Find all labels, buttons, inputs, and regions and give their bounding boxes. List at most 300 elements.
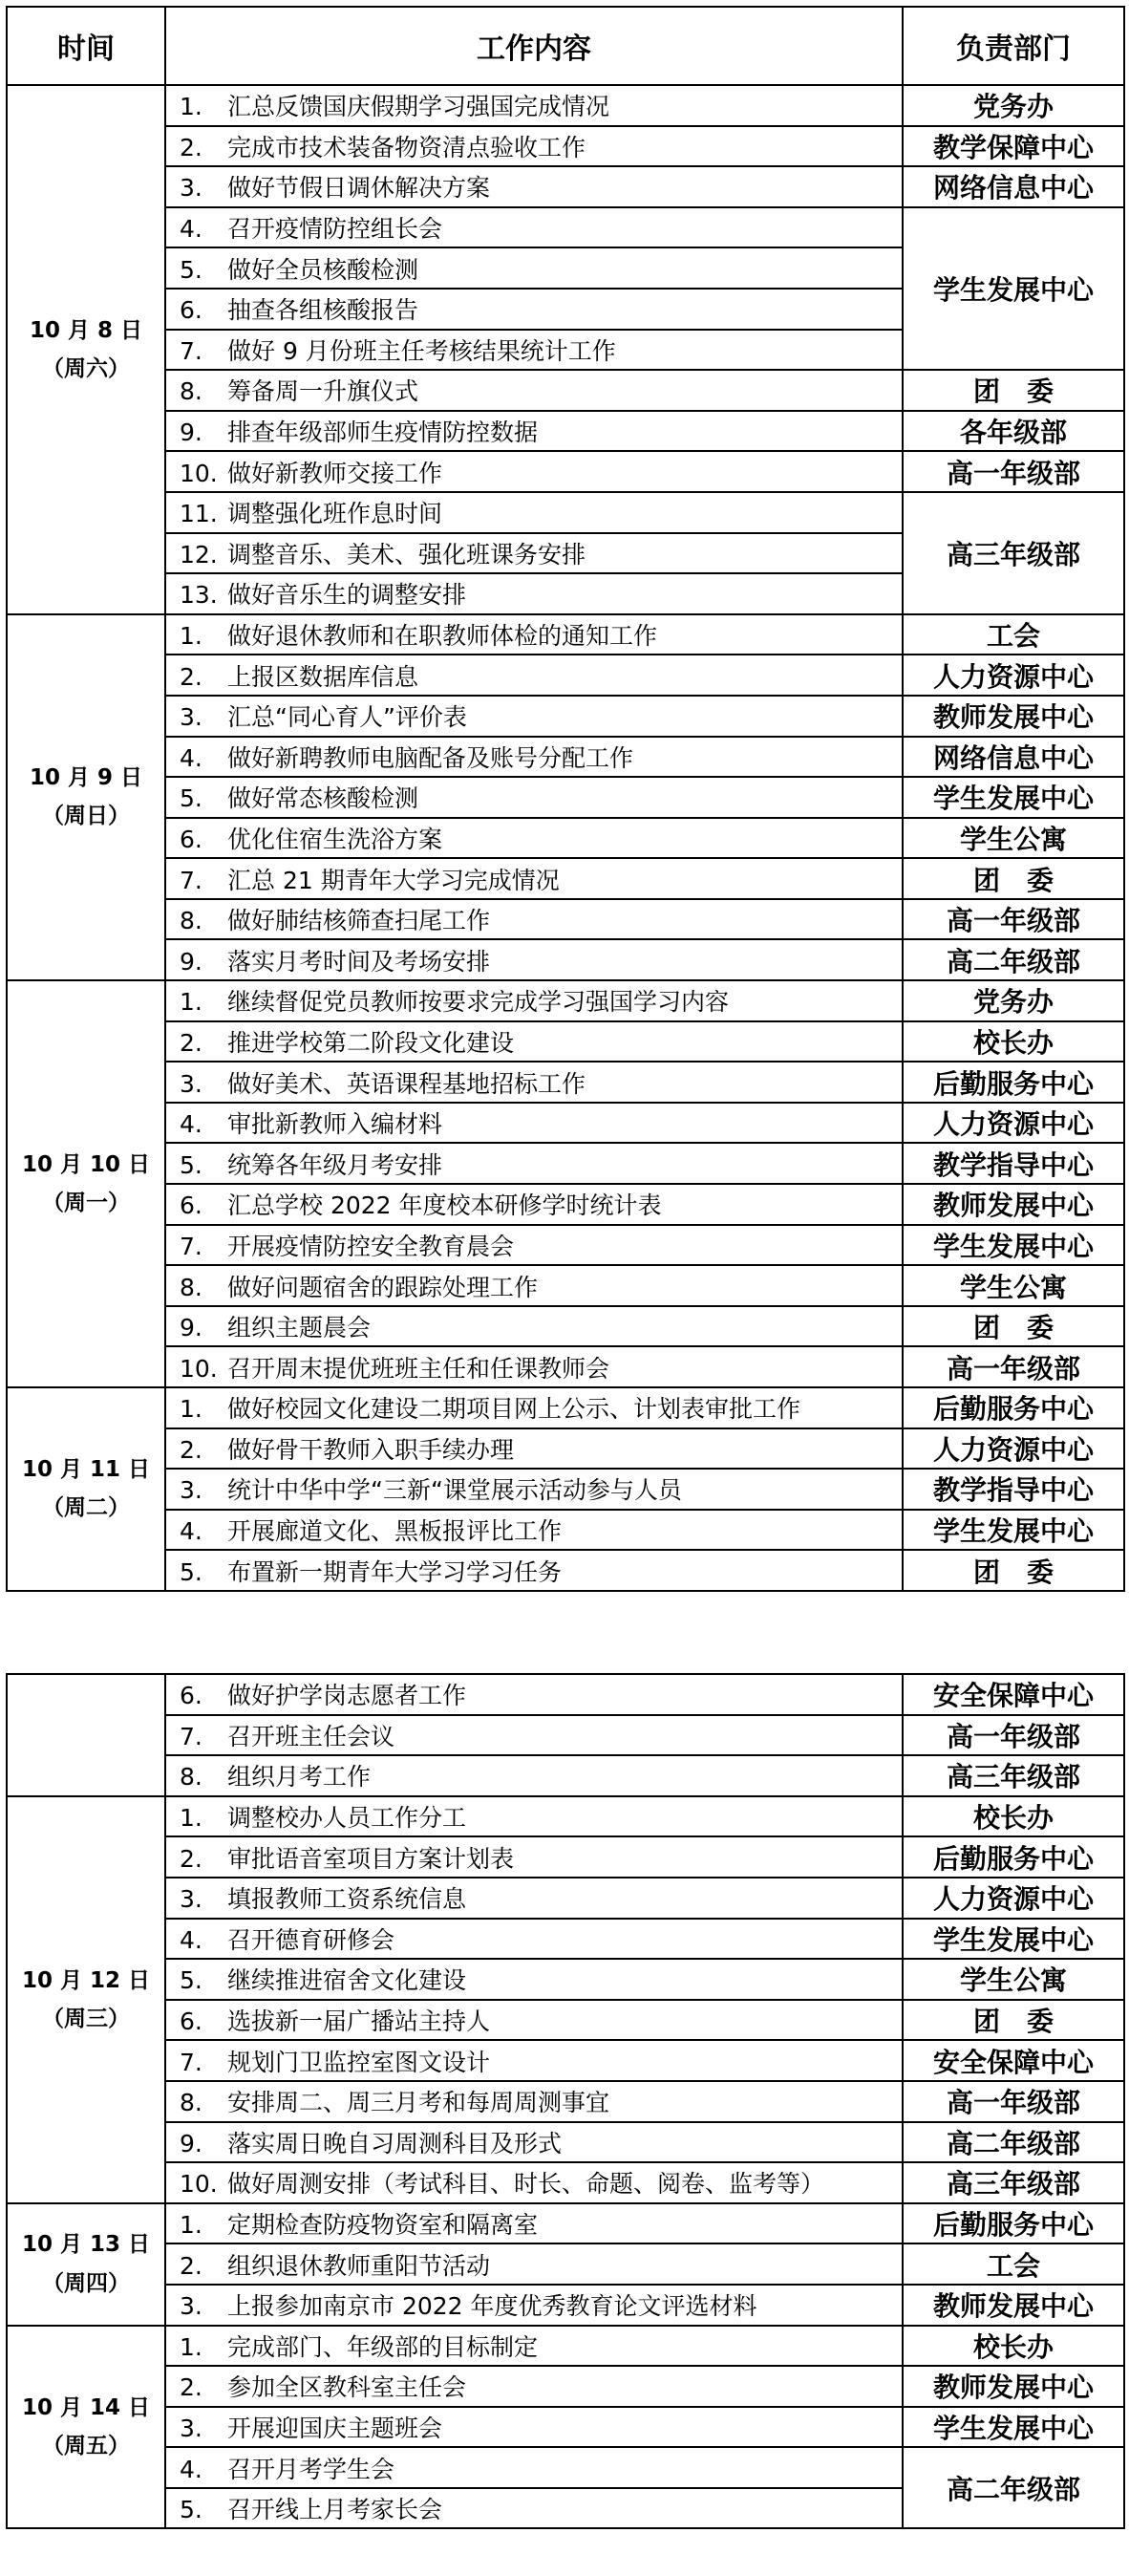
day-weekday: （周六） bbox=[42, 355, 130, 381]
task-cell bbox=[165, 858, 903, 899]
dept-cell: 校长办 bbox=[903, 2326, 1124, 2367]
day-cell-continued bbox=[7, 1674, 165, 1796]
task-cell bbox=[165, 370, 903, 411]
day-cell bbox=[7, 1796, 165, 2203]
task-text: 召开线上月考家长会 bbox=[227, 2496, 443, 2524]
task-number: 6. bbox=[180, 1682, 202, 1710]
task-number: 4. bbox=[180, 743, 202, 772]
table-row bbox=[7, 939, 1124, 980]
task-text: 落实月考时间及考场安排 bbox=[227, 947, 491, 976]
task-text: 组织退休教师重阳节活动 bbox=[227, 2251, 491, 2280]
task-cell bbox=[165, 1346, 903, 1387]
header-dept: 负责部门 bbox=[903, 7, 1124, 85]
task-cell bbox=[165, 2243, 903, 2285]
task-text: 选拔新一届广播站主持人 bbox=[227, 2007, 491, 2036]
task-number: 6. bbox=[180, 825, 202, 853]
task-text: 开展廊道文化、黑板报评比工作 bbox=[227, 1517, 563, 1546]
task-number: 8. bbox=[180, 907, 202, 935]
task-text: 定期检查防疫物资室和隔离室 bbox=[227, 2211, 539, 2240]
table-row bbox=[7, 696, 1124, 737]
dept-cell: 各年级部 bbox=[903, 411, 1124, 452]
dept-cell: 人力资源中心 bbox=[903, 1103, 1124, 1144]
table-row bbox=[7, 1062, 1124, 1103]
task-number: 2. bbox=[180, 1435, 202, 1464]
task-text: 做好新聘教师电脑配备及账号分配工作 bbox=[227, 743, 634, 772]
dept-cell: 学生发展中心 bbox=[903, 207, 1124, 370]
table-row bbox=[7, 85, 1124, 126]
task-cell bbox=[165, 2488, 903, 2529]
task-text: 组织主题晨会 bbox=[227, 1314, 372, 1342]
task-number: 8. bbox=[180, 1273, 202, 1301]
task-cell bbox=[165, 1674, 903, 1715]
task-number: 1. bbox=[180, 93, 202, 121]
task-cell bbox=[165, 1836, 903, 1878]
table-row bbox=[7, 492, 1124, 533]
task-text: 统筹各年级月考安排 bbox=[227, 1150, 443, 1179]
task-cell bbox=[165, 818, 903, 859]
task-number: 7. bbox=[180, 1232, 202, 1260]
task-cell bbox=[165, 1878, 903, 1919]
table-row bbox=[7, 858, 1124, 899]
table-row bbox=[7, 1428, 1124, 1470]
dept-cell: 学生公寓 bbox=[903, 1959, 1124, 2000]
task-cell bbox=[165, 614, 903, 655]
task-number: 1. bbox=[180, 2332, 202, 2361]
table-row bbox=[7, 980, 1124, 1021]
task-number: 4. bbox=[180, 1517, 202, 1546]
task-number: 2. bbox=[180, 1844, 202, 1873]
task-cell bbox=[165, 1062, 903, 1103]
table-row bbox=[7, 1959, 1124, 2000]
task-number: 6. bbox=[180, 1191, 202, 1220]
table-row bbox=[7, 1919, 1124, 1960]
task-text: 召开班主任会议 bbox=[227, 1722, 395, 1750]
task-text: 抽查各组核酸报告 bbox=[227, 296, 419, 325]
task-number: 9. bbox=[180, 1314, 202, 1342]
task-cell bbox=[165, 2203, 903, 2244]
dept-cell: 党务办 bbox=[903, 85, 1124, 126]
table-row bbox=[7, 1346, 1124, 1387]
task-number: 7. bbox=[180, 2048, 202, 2076]
task-number: 3. bbox=[180, 2414, 202, 2442]
task-text: 做好美术、英语课程基地招标工作 bbox=[227, 1069, 586, 1098]
task-number: 3. bbox=[180, 1885, 202, 1914]
task-cell bbox=[165, 1919, 903, 1960]
table-row bbox=[7, 2243, 1124, 2285]
task-cell bbox=[165, 1225, 903, 1266]
day-date: 10 月 13 日 bbox=[21, 2232, 151, 2258]
task-cell bbox=[165, 2447, 903, 2488]
dept-cell: 高三年级部 bbox=[903, 2162, 1124, 2203]
task-text: 做好问题宿舍的跟踪处理工作 bbox=[227, 1273, 539, 1301]
task-cell bbox=[165, 126, 903, 167]
dept-cell: 校长办 bbox=[903, 1796, 1124, 1837]
task-number: 6. bbox=[180, 2007, 202, 2036]
dept-cell: 团 委 bbox=[903, 370, 1124, 411]
task-cell bbox=[165, 1755, 903, 1796]
dept-cell: 教学保障中心 bbox=[903, 126, 1124, 167]
day-weekday: （周五） bbox=[42, 2433, 130, 2458]
task-cell bbox=[165, 1550, 903, 1591]
dept-cell: 工会 bbox=[903, 614, 1124, 655]
day-date: 10 月 12 日 bbox=[21, 1967, 151, 1993]
table-row bbox=[7, 1674, 1124, 1715]
task-text: 调整校办人员工作分工 bbox=[227, 1804, 467, 1833]
dept-cell: 高三年级部 bbox=[903, 492, 1124, 614]
task-number: 3. bbox=[180, 1476, 202, 1505]
table-row bbox=[7, 655, 1124, 696]
dept-cell: 人力资源中心 bbox=[903, 1878, 1124, 1919]
task-number: 6. bbox=[180, 296, 202, 325]
task-number: 8. bbox=[180, 1763, 202, 1792]
table-row bbox=[7, 1715, 1124, 1756]
task-text: 做好音乐生的调整安排 bbox=[227, 581, 467, 610]
task-number: 4. bbox=[180, 1925, 202, 1954]
task-cell bbox=[165, 1184, 903, 1225]
task-number: 2. bbox=[180, 2251, 202, 2280]
table-row bbox=[7, 1306, 1124, 1347]
task-number: 5. bbox=[180, 784, 202, 813]
day-weekday: （周一） bbox=[42, 1191, 130, 1216]
table-row bbox=[7, 818, 1124, 859]
task-text: 汇总反馈国庆假期学习强国完成情况 bbox=[227, 93, 610, 121]
table-row bbox=[7, 1510, 1124, 1551]
task-number: 5. bbox=[180, 1966, 202, 1995]
day-cell bbox=[7, 85, 165, 614]
table-row bbox=[7, 2122, 1124, 2163]
day-weekday: （周四） bbox=[42, 2270, 130, 2296]
task-text: 做好节假日调休解决方案 bbox=[227, 174, 491, 203]
task-number: 2. bbox=[180, 2373, 202, 2402]
day-cell bbox=[7, 1387, 165, 1591]
table-row bbox=[7, 2000, 1124, 2041]
table-row bbox=[7, 1755, 1124, 1796]
task-cell bbox=[165, 939, 903, 980]
dept-cell: 后勤服务中心 bbox=[903, 1387, 1124, 1428]
dept-cell: 高一年级部 bbox=[903, 1346, 1124, 1387]
task-cell bbox=[165, 247, 903, 289]
task-cell bbox=[165, 85, 903, 126]
task-number: 11. bbox=[180, 500, 218, 528]
task-text: 召开月考学生会 bbox=[227, 2455, 395, 2483]
table-row bbox=[7, 1796, 1124, 1837]
dept-cell: 高一年级部 bbox=[903, 451, 1124, 492]
task-cell bbox=[165, 1387, 903, 1428]
table-row bbox=[7, 1387, 1124, 1428]
table-row bbox=[7, 2447, 1124, 2488]
task-text: 做好周测安排（考试科目、时长、命题、阅卷、监考等） bbox=[227, 2170, 825, 2199]
task-text: 调整音乐、美术、强化班课务安排 bbox=[227, 540, 586, 569]
task-text: 开展迎国庆主题班会 bbox=[227, 2414, 443, 2442]
day-date: 10 月 9 日 bbox=[29, 765, 143, 791]
task-text: 填报教师工资系统信息 bbox=[227, 1885, 467, 1914]
dept-cell: 高一年级部 bbox=[903, 2081, 1124, 2122]
dept-cell: 学生发展中心 bbox=[903, 2407, 1124, 2448]
table-row bbox=[7, 451, 1124, 492]
dept-cell: 学生发展中心 bbox=[903, 1919, 1124, 1960]
task-text: 统计中华中学“三新“课堂展示活动参与人员 bbox=[227, 1476, 682, 1505]
task-number: 4. bbox=[180, 215, 202, 244]
dept-cell: 高一年级部 bbox=[903, 899, 1124, 940]
task-cell bbox=[165, 2000, 903, 2041]
task-text: 完成部门、年级部的目标制定 bbox=[227, 2332, 539, 2361]
task-cell bbox=[165, 1796, 903, 1837]
table-row bbox=[7, 166, 1124, 207]
dept-cell: 学生发展中心 bbox=[903, 777, 1124, 818]
task-number: 4. bbox=[180, 1110, 202, 1139]
task-text: 做好常态核酸检测 bbox=[227, 784, 419, 813]
task-text: 布置新一期青年大学习学习任务 bbox=[227, 1557, 563, 1586]
task-number: 7. bbox=[180, 336, 202, 365]
day-date: 10 月 8 日 bbox=[29, 317, 143, 343]
task-number: 8. bbox=[180, 377, 202, 406]
dept-cell: 学生发展中心 bbox=[903, 1225, 1124, 1266]
dept-cell: 后勤服务中心 bbox=[903, 2203, 1124, 2244]
task-text: 做好肺结核筛查扫尾工作 bbox=[227, 907, 491, 935]
table-row bbox=[7, 411, 1124, 452]
task-cell bbox=[165, 492, 903, 533]
dept-cell: 网络信息中心 bbox=[903, 166, 1124, 207]
day-weekday: （周日） bbox=[42, 804, 130, 829]
task-number: 10. bbox=[180, 459, 218, 487]
task-cell bbox=[165, 2326, 903, 2367]
table-row bbox=[7, 126, 1124, 167]
table-row bbox=[7, 1021, 1124, 1063]
dept-cell: 团 委 bbox=[903, 858, 1124, 899]
table-row bbox=[7, 1878, 1124, 1919]
dept-cell: 党务办 bbox=[903, 980, 1124, 1021]
task-number: 10. bbox=[180, 1354, 218, 1383]
table-row bbox=[7, 2407, 1124, 2448]
task-text: 汇总学校 2022 年度校本研修学时统计表 bbox=[227, 1191, 662, 1220]
task-text: 安排周二、周三月考和每周周测事宜 bbox=[227, 2089, 610, 2117]
dept-cell: 高二年级部 bbox=[903, 2447, 1124, 2528]
dept-cell: 教学指导中心 bbox=[903, 1143, 1124, 1184]
task-text: 参加全区教科室主任会 bbox=[227, 2373, 467, 2402]
dept-cell: 高三年级部 bbox=[903, 1755, 1124, 1796]
dept-cell: 教师发展中心 bbox=[903, 1184, 1124, 1225]
task-number: 5. bbox=[180, 2496, 202, 2524]
task-text: 完成市技术装备物资清点验收工作 bbox=[227, 133, 586, 161]
task-number: 13. bbox=[180, 581, 218, 610]
task-text: 召开疫情防控组长会 bbox=[227, 215, 443, 244]
dept-cell: 团 委 bbox=[903, 1550, 1124, 1591]
task-cell bbox=[165, 2040, 903, 2081]
task-number: 8. bbox=[180, 2089, 202, 2117]
task-cell bbox=[165, 1306, 903, 1347]
day-date: 10 月 11 日 bbox=[21, 1457, 151, 1483]
task-cell bbox=[165, 1428, 903, 1470]
task-number: 10. bbox=[180, 2170, 218, 2199]
task-number: 3. bbox=[180, 1069, 202, 1098]
task-cell bbox=[165, 411, 903, 452]
task-cell bbox=[165, 2366, 903, 2407]
dept-cell: 高一年级部 bbox=[903, 1715, 1124, 1756]
table-row bbox=[7, 777, 1124, 818]
dept-cell: 后勤服务中心 bbox=[903, 1062, 1124, 1103]
table-row bbox=[7, 370, 1124, 411]
table-row bbox=[7, 2326, 1124, 2367]
task-number: 4. bbox=[180, 2455, 202, 2483]
schedule-table-part-2 bbox=[6, 1673, 1125, 2529]
table-row bbox=[7, 1143, 1124, 1184]
task-text: 推进学校第二阶段文化建设 bbox=[227, 1028, 515, 1057]
task-number: 1. bbox=[180, 2211, 202, 2240]
table-row bbox=[7, 2203, 1124, 2244]
task-number: 5. bbox=[180, 1557, 202, 1586]
dept-cell: 安全保障中心 bbox=[903, 2040, 1124, 2081]
task-text: 做好护学岗志愿者工作 bbox=[227, 1682, 467, 1710]
table-row bbox=[7, 2040, 1124, 2081]
task-cell bbox=[165, 1959, 903, 2000]
task-cell bbox=[165, 1265, 903, 1306]
dept-cell: 教学指导中心 bbox=[903, 1469, 1124, 1510]
task-cell bbox=[165, 207, 903, 248]
table-row bbox=[7, 2081, 1124, 2122]
table-row bbox=[7, 1103, 1124, 1144]
task-cell bbox=[165, 1715, 903, 1756]
task-cell bbox=[165, 166, 903, 207]
task-text: 组织月考工作 bbox=[227, 1763, 372, 1792]
task-number: 9. bbox=[180, 2129, 202, 2157]
task-cell bbox=[165, 1021, 903, 1063]
task-cell bbox=[165, 655, 903, 696]
task-cell bbox=[165, 2407, 903, 2448]
dept-cell: 教师发展中心 bbox=[903, 696, 1124, 737]
dept-cell: 团 委 bbox=[903, 1306, 1124, 1347]
task-text: 调整强化班作息时间 bbox=[227, 500, 443, 528]
task-text: 做好校园文化建设二期项目网上公示、计划表审批工作 bbox=[227, 1395, 801, 1424]
task-number: 9. bbox=[180, 947, 202, 976]
task-number: 3. bbox=[180, 174, 202, 203]
header-content: 工作内容 bbox=[165, 7, 903, 85]
dept-cell: 高二年级部 bbox=[903, 939, 1124, 980]
dept-cell: 安全保障中心 bbox=[903, 1674, 1124, 1715]
dept-cell: 学生公寓 bbox=[903, 818, 1124, 859]
task-text: 继续督促党员教师按要求完成学习强国学习内容 bbox=[227, 988, 730, 1017]
task-text: 汇总“同心育人”评价表 bbox=[227, 703, 467, 732]
task-number: 2. bbox=[180, 1028, 202, 1057]
task-number: 2. bbox=[180, 133, 202, 161]
task-text: 排查年级部师生疫情防控数据 bbox=[227, 419, 539, 447]
day-cell bbox=[7, 2326, 165, 2529]
task-number: 1. bbox=[180, 622, 202, 651]
table-row bbox=[7, 614, 1124, 655]
table-row bbox=[7, 899, 1124, 940]
task-number: 3. bbox=[180, 2292, 202, 2321]
day-cell bbox=[7, 2203, 165, 2326]
task-cell bbox=[165, 289, 903, 330]
table-row bbox=[7, 1184, 1124, 1225]
dept-cell: 高二年级部 bbox=[903, 2122, 1124, 2163]
task-cell bbox=[165, 899, 903, 940]
task-number: 1. bbox=[180, 1395, 202, 1424]
task-cell bbox=[165, 2081, 903, 2122]
day-date: 10 月 10 日 bbox=[21, 1151, 151, 1177]
dept-cell: 工会 bbox=[903, 2243, 1124, 2285]
task-text: 审批新教师入编材料 bbox=[227, 1110, 443, 1139]
task-cell bbox=[165, 2122, 903, 2163]
dept-cell: 网络信息中心 bbox=[903, 737, 1124, 778]
task-cell bbox=[165, 1103, 903, 1144]
day-weekday: （周二） bbox=[42, 1495, 130, 1521]
task-text: 做好骨干教师入职手续办理 bbox=[227, 1435, 515, 1464]
dept-cell: 教师发展中心 bbox=[903, 2285, 1124, 2326]
task-cell bbox=[165, 2285, 903, 2326]
task-number: 7. bbox=[180, 866, 202, 894]
task-cell bbox=[165, 1510, 903, 1551]
dept-cell: 团 委 bbox=[903, 2000, 1124, 2041]
day-cell bbox=[7, 980, 165, 1387]
task-text: 汇总 21 期青年大学习完成情况 bbox=[227, 866, 560, 894]
table-row bbox=[7, 1550, 1124, 1591]
task-text: 审批语音室项目方案计划表 bbox=[227, 1844, 515, 1873]
day-weekday: （周三） bbox=[42, 2006, 130, 2031]
task-cell bbox=[165, 980, 903, 1021]
table-row bbox=[7, 1469, 1124, 1510]
task-text: 做好 9 月份班主任考核结果统计工作 bbox=[227, 336, 616, 365]
table-row bbox=[7, 1225, 1124, 1266]
dept-cell: 人力资源中心 bbox=[903, 1428, 1124, 1470]
task-cell bbox=[165, 573, 903, 614]
task-text: 继续推进宿舍文化建设 bbox=[227, 1966, 467, 1995]
dept-cell: 学生公寓 bbox=[903, 1265, 1124, 1306]
task-number: 3. bbox=[180, 703, 202, 732]
task-text: 筹备周一升旗仪式 bbox=[227, 377, 419, 406]
task-cell bbox=[165, 1143, 903, 1184]
task-cell bbox=[165, 533, 903, 574]
task-cell bbox=[165, 2162, 903, 2203]
table-row bbox=[7, 2162, 1124, 2203]
task-text: 落实周日晚自习周测科目及形式 bbox=[227, 2129, 563, 2157]
table-row bbox=[7, 1836, 1124, 1878]
task-number: 2. bbox=[180, 662, 202, 691]
task-number: 9. bbox=[180, 419, 202, 447]
task-text: 规划门卫监控室图文设计 bbox=[227, 2048, 491, 2076]
task-cell bbox=[165, 330, 903, 371]
task-text: 做好全员核酸检测 bbox=[227, 255, 419, 284]
task-number: 5. bbox=[180, 255, 202, 284]
task-number: 1. bbox=[180, 988, 202, 1017]
task-text: 召开周末提优班班主任和任课教师会 bbox=[227, 1354, 610, 1383]
task-text: 开展疫情防控安全教育晨会 bbox=[227, 1232, 515, 1260]
table-row bbox=[7, 2285, 1124, 2326]
task-cell bbox=[165, 737, 903, 778]
task-cell bbox=[165, 451, 903, 492]
task-text: 召开德育研修会 bbox=[227, 1925, 395, 1954]
table-row bbox=[7, 207, 1124, 248]
task-text: 上报参加南京市 2022 年度优秀教育论文评选材料 bbox=[227, 2292, 757, 2321]
dept-cell: 校长办 bbox=[903, 1021, 1124, 1063]
task-number: 7. bbox=[180, 1722, 202, 1750]
task-number: 12. bbox=[180, 540, 218, 569]
dept-cell: 后勤服务中心 bbox=[903, 1836, 1124, 1878]
table-header-row bbox=[7, 7, 1124, 85]
task-number: 1. bbox=[180, 1804, 202, 1833]
dept-cell: 人力资源中心 bbox=[903, 655, 1124, 696]
schedule-table-part-1 bbox=[6, 6, 1125, 1592]
header-time: 时间 bbox=[7, 7, 165, 85]
task-text: 上报区数据库信息 bbox=[227, 662, 419, 691]
task-cell bbox=[165, 696, 903, 737]
task-cell bbox=[165, 1469, 903, 1510]
task-text: 优化住宿生洗浴方案 bbox=[227, 825, 443, 853]
task-number: 5. bbox=[180, 1150, 202, 1179]
task-cell bbox=[165, 777, 903, 818]
dept-cell: 学生发展中心 bbox=[903, 1510, 1124, 1551]
day-date: 10 月 14 日 bbox=[21, 2394, 151, 2420]
dept-cell: 教师发展中心 bbox=[903, 2366, 1124, 2407]
